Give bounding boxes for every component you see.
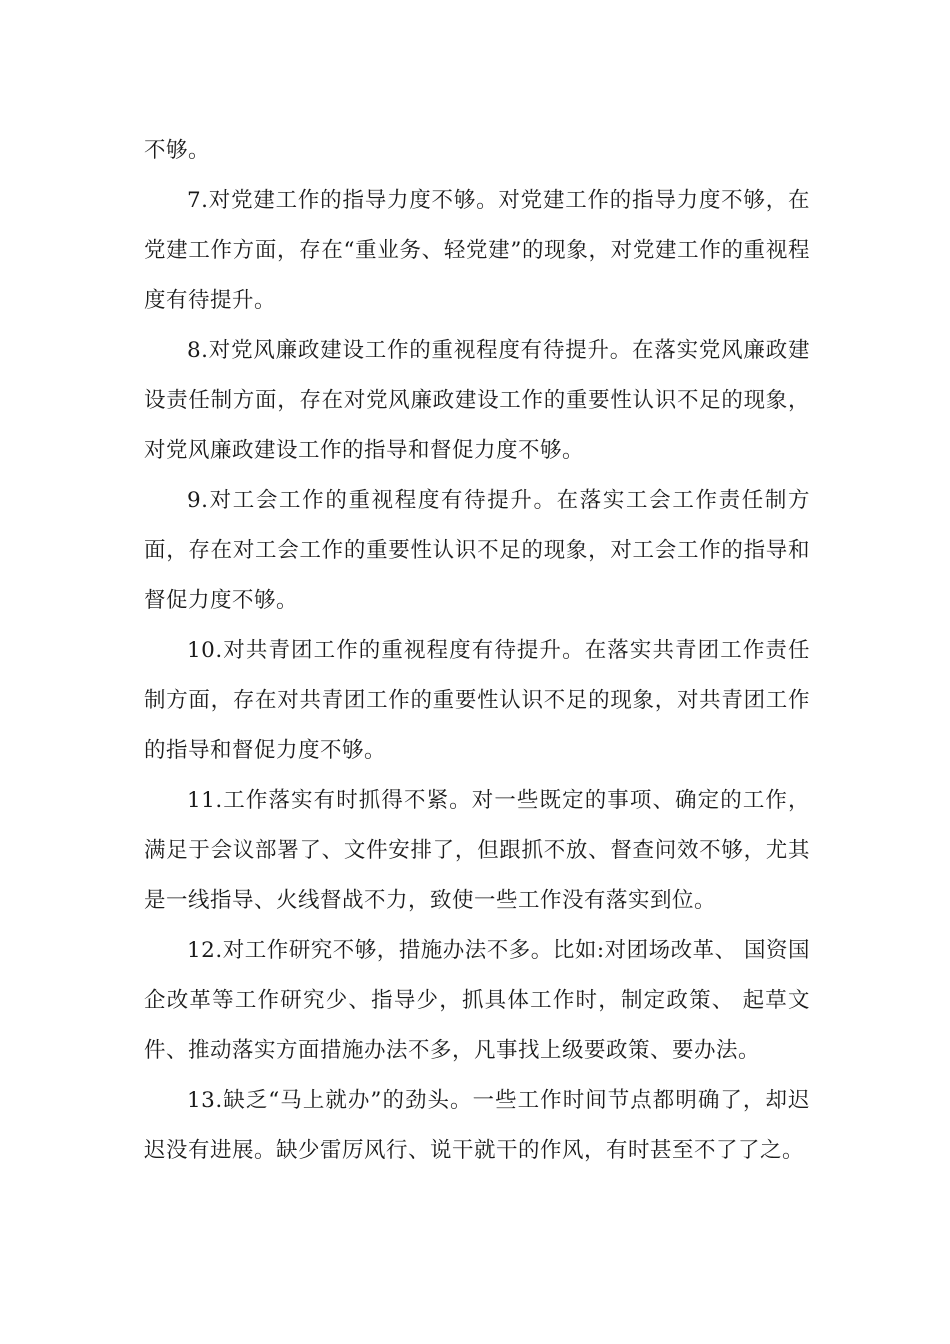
paragraph-item-13: 13.缺乏“马上就办”的劲头。一些工作时间节点都明确了，却迟迟没有进展。缺少雷厉风行、说干就干的作风，有时甚至不了了之。: [144, 1088, 810, 1163]
paragraph-item-7: 7.对党建工作的指导力度不够。对党建工作的指导力度不够，在党建工作方面，存在“重业务、轻党建”的现象，对党建工作的重视程度有待提升。: [144, 188, 810, 313]
document-body: [144, 126, 810, 1176]
paragraph-item-12: 12.对工作研究不够，措施办法不多。比如:对团场改革、 国资国企改革等工作研究少、指导少，抓具体工作时，制定政策、 起草文件、推动落实方面措施办法不多，凡事找上级要政策、要办法。: [144, 938, 810, 1063]
paragraph-item-9: 9.对工会工作的重视程度有待提升。在落实工会工作责任制方面，存在对工会工作的重要性认识不足的现象，对工会工作的指导和督促力度不够。: [144, 488, 810, 613]
paragraph-item-8: 8.对党风廉政建设工作的重视程度有待提升。在落实党风廉政建设责任制方面，存在对党风廉政建设工作的重要性认识不足的现象，对党风廉政建设工作的指导和督促力度不够。: [144, 338, 810, 463]
paragraph-item-11: 11.工作落实有时抓得不紧。对一些既定的事项、确定的工作，满足于会议部署了、文件安排了，但跟抓不放、督查问效不够，尤其是一线指导、火线督战不力，致使一些工作没有落实到位。: [144, 788, 810, 913]
paragraph-continuation: 不够。: [144, 138, 211, 163]
paragraph-item-10: 10.对共青团工作的重视程度有待提升。在落实共青团工作责任制方面，存在对共青团工作的重要性认识不足的现象，对共青团工作的指导和督促力度不够。: [144, 638, 810, 763]
